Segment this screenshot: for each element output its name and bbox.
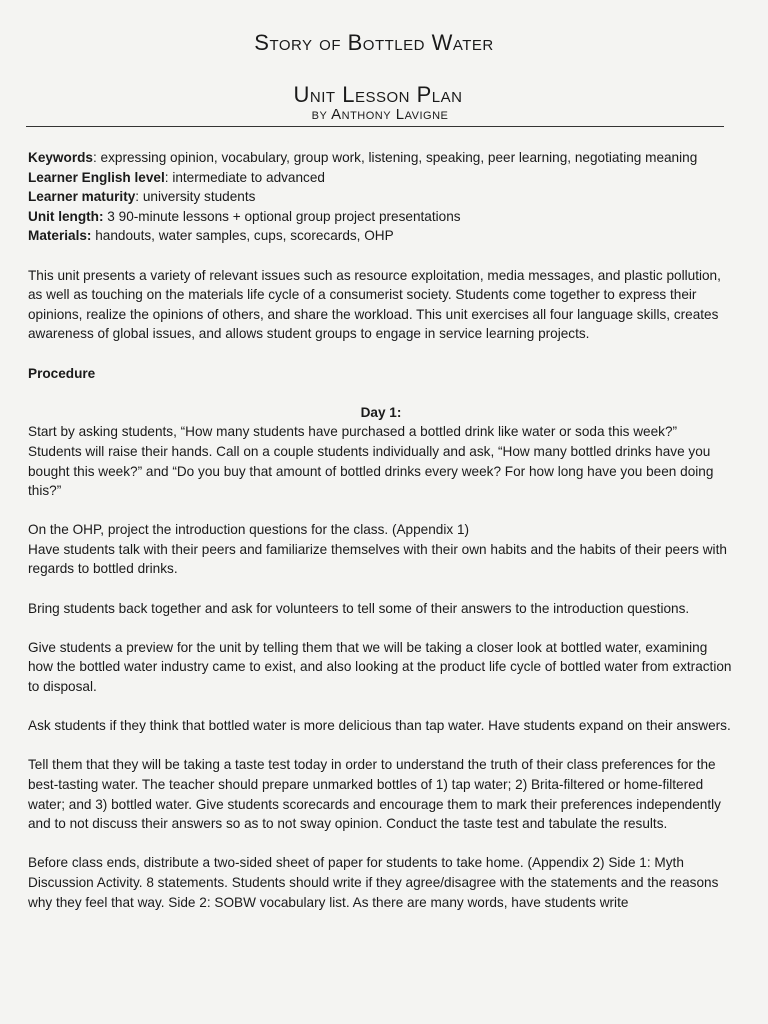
paragraph-taste-question: Ask students if they think that bottled water is more delicious than tap water. Have students expand on their answers.: [28, 718, 731, 734]
meta-separator: :: [164, 169, 173, 185]
paragraph-opening-question: Start by asking students, “How many students have purchased a bottled drink like water or soda this week?” Students will raise their hands. Call on a couple students individually and ask, “How many bottled drinks have you bought this week?” and “Do you buy that amount of bottled drinks every week? For how long have you been doing this?”: [28, 424, 714, 499]
meta-materials: [28, 226, 734, 246]
meta-label: Keywords: [28, 150, 93, 165]
meta-label: Learner English level: [28, 169, 165, 185]
document-title: Story of Bottled Water: [254, 30, 494, 55]
spacer: [28, 697, 734, 717]
spacer: [28, 579, 734, 599]
meta-english-level: [28, 168, 734, 188]
meta-value: intermediate to advanced: [172, 169, 325, 185]
author-byline: by Anthony Lavigne: [311, 106, 449, 123]
spacer: [28, 736, 734, 756]
meta-label: Materials:: [28, 228, 92, 244]
meta-unit-length: [28, 207, 734, 227]
meta-maturity: [28, 187, 734, 207]
procedure-heading: Procedure: [28, 365, 96, 381]
meta-value: 3 90-minute lessons + optional group project presentations: [107, 208, 461, 224]
day-heading: Day 1:: [360, 404, 402, 420]
paragraph-peer-talk: Have students talk with their peers and familiarize themselves with their own habits and the habits of their peers with regards to bottled drinks.: [28, 541, 727, 577]
paragraph-taste-test: Tell them that they will be taking a taste test today in order to understand the truth of their class preferences for the best-tasting water. The teacher should prepare unmarked bottles of 1) tap water; 2) Brita-filtered or home-filtered water; and 3) bottled water. Give students scorecards and encourage them to mark their preferences independently and to not discuss their answers so as to not sway opinion. Conduct the taste test and tabulate the results.: [28, 757, 721, 832]
spacer: [28, 344, 734, 364]
spacer: [28, 618, 734, 638]
spacer: [28, 383, 734, 403]
header-divider: [26, 126, 724, 127]
meta-separator: :: [135, 189, 143, 205]
meta-value: university students: [142, 189, 256, 205]
intro-paragraph: This unit presents a variety of relevant issues such as resource exploitation, media messages, and plastic pollution, as well as touching on the materials life cycle of a consumerist society. Students come together to express their opinions, realize the opinions of others, and share the workload. This unit exercises all four language skills, creates awareness of global issues, and allows student groups to engage in service learning projects.: [28, 267, 721, 342]
meta-label: Learner maturity: [28, 189, 136, 205]
paragraph-homework: Before class ends, distribute a two-sided sheet of paper for students to take home. (Appendix 2) Side 1: Myth Discussion Activity. 8 statements. Students should write if they agree/disagree with the statements and the reasons why they feel that way. Side 2: SOBW vocabulary list. As there are many words, have students write: [28, 855, 719, 910]
meta-value: expressing opinion, vocabulary, group work, listening, speaking, peer learning, negotiating meaning: [100, 150, 698, 165]
meta-label: Unit length:: [28, 208, 104, 224]
document-body: [28, 148, 734, 912]
spacer: [28, 501, 734, 521]
paragraph-ohp: On the OHP, project the introduction questions for the class. (Appendix 1): [28, 522, 470, 538]
paragraph-preview: Give students a preview for the unit by telling them that we will be taking a closer look at bottled water, examining how the bottled water industry came to exist, and also looking at the product life cycle of bottled water from extraction to disposal.: [28, 639, 732, 695]
document-subtitle: Unit Lesson Plan: [293, 82, 463, 107]
paragraph-volunteers: Bring students back together and ask for volunteers to tell some of their answers to the introduction questions.: [28, 600, 690, 616]
spacer: [28, 834, 734, 854]
meta-separator: :: [92, 150, 101, 165]
meta-value: handouts, water samples, cups, scorecards, OHP: [95, 228, 394, 244]
spacer: [28, 246, 734, 266]
meta-keywords: [28, 148, 734, 168]
